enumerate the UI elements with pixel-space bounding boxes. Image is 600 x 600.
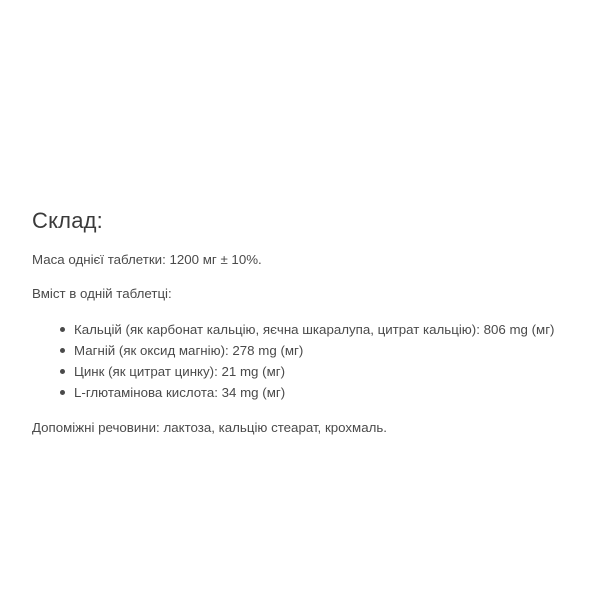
per-tablet-label: Вміст в одній таблетці: [32,286,172,301]
composition-section [32,207,582,453]
tablet-mass-text: Маса однієї таблетки: 1200 мг ± 10%. [32,252,262,267]
ingredient-item-calcium: Кальцій (як карбонат кальцію, яєчна шкаралупа, цитрат кальцію): 806 mg (мг) [60,319,582,340]
composition-heading: Склад: [32,208,103,233]
ingredient-item-magnesium: Магній (як оксид магнію): 278 mg (мг) [60,340,582,361]
ingredient-item-zinc: Цинк (як цитрат цинку): 21 mg (мг) [60,361,582,382]
ingredients-list [32,319,582,403]
excipients-text: Допоміжні речовини: лактоза, кальцію стеарат, крохмаль. [32,420,387,435]
ingredient-item-glutamic-acid: L-глютамінова кислота: 34 mg (мг) [60,382,582,403]
